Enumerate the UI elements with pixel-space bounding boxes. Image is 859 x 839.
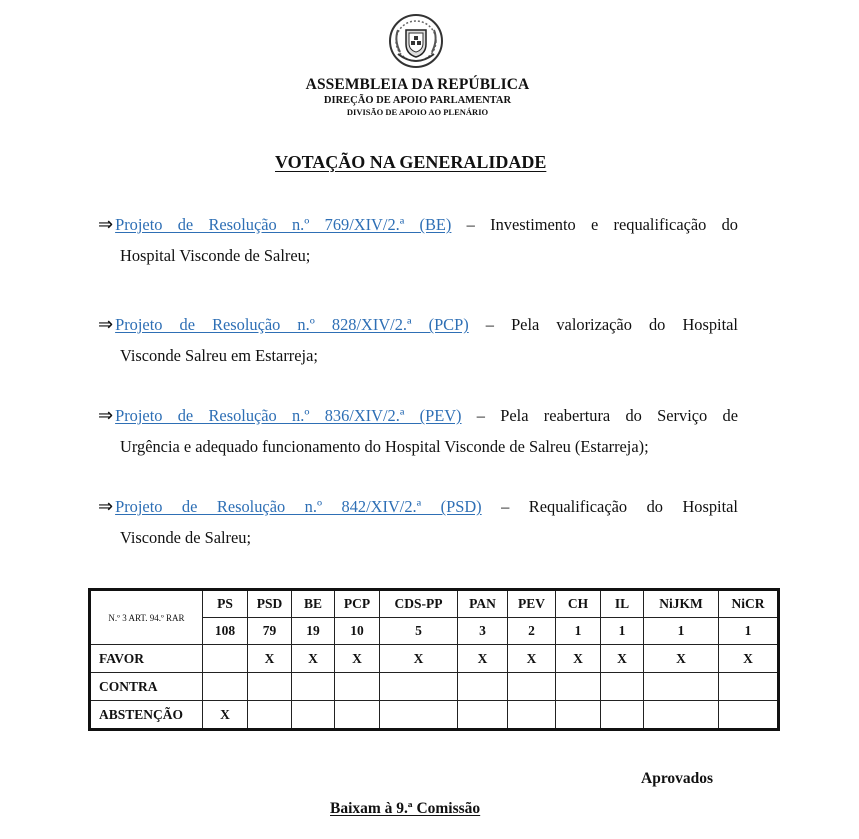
list-item <box>98 209 738 271</box>
vote-label: ABSTENÇÃO <box>90 701 203 730</box>
vote-mark: X <box>556 645 601 673</box>
party-header: PS <box>203 590 248 618</box>
item-description: – Requalificação do Hospital <box>481 497 738 516</box>
vote-mark <box>203 673 248 701</box>
seat-count: 10 <box>335 618 380 645</box>
coat-of-arms-emblem <box>384 10 448 72</box>
vote-mark: X <box>458 645 508 673</box>
table-row <box>90 673 779 701</box>
vote-mark <box>508 701 556 730</box>
seat-count: 1 <box>556 618 601 645</box>
item-description-cont: Urgência e adequado funcionamento do Hospital Visconde de Salreu (Estarreja); <box>120 437 649 456</box>
vote-mark: X <box>292 645 335 673</box>
vote-mark <box>292 673 335 701</box>
vote-mark <box>601 701 644 730</box>
vote-mark <box>644 701 719 730</box>
vote-mark <box>644 673 719 701</box>
result-text: Aprovados <box>641 770 714 787</box>
vote-mark: X <box>335 645 380 673</box>
division-name: DIVISÃO DE APOIO AO PLENÁRIO <box>346 107 489 117</box>
vote-mark <box>203 645 248 673</box>
table-row <box>90 645 779 673</box>
resolution-link[interactable]: Projeto de Resolução n.º 836/XIV/2.ª (PEV) <box>115 406 462 425</box>
vote-mark <box>458 701 508 730</box>
party-header: NiCR <box>719 590 779 618</box>
resolution-link[interactable]: Projeto de Resolução n.º 769/XIV/2.ª (BE) <box>115 215 452 234</box>
institution-name: ASSEMBLEIA DA REPÚBLICA <box>305 76 530 93</box>
seat-count: 1 <box>719 618 779 645</box>
referral-text: Baixam à 9.ª Comissão <box>330 800 481 817</box>
vote-mark: X <box>248 645 292 673</box>
vote-mark <box>335 673 380 701</box>
party-header: PSD <box>248 590 292 618</box>
vote-mark <box>719 701 779 730</box>
vote-mark: X <box>380 645 458 673</box>
party-header: PEV <box>508 590 556 618</box>
seat-count: 19 <box>292 618 335 645</box>
list-item <box>98 491 738 553</box>
vote-mark: X <box>644 645 719 673</box>
arrow-icon: ⇒ <box>98 214 114 235</box>
vote-mark: X <box>719 645 779 673</box>
table-header-row <box>90 590 779 618</box>
party-header: PCP <box>335 590 380 618</box>
arrow-icon: ⇒ <box>98 496 114 517</box>
resolution-link[interactable]: Projeto de Resolução n.º 842/XIV/2.ª (PSD) <box>115 497 482 516</box>
vote-mark <box>248 701 292 730</box>
arrow-icon: ⇒ <box>98 314 114 335</box>
vote-mark <box>458 673 508 701</box>
party-header: CDS-PP <box>380 590 458 618</box>
vote-mark <box>248 673 292 701</box>
vote-mark: X <box>203 701 248 730</box>
vote-mark <box>292 701 335 730</box>
party-header: PAN <box>458 590 508 618</box>
vote-mark <box>335 701 380 730</box>
seat-count: 1 <box>644 618 719 645</box>
item-description-cont: Hospital Visconde de Salreu; <box>120 246 311 265</box>
seat-count: 1 <box>601 618 644 645</box>
seat-count: 2 <box>508 618 556 645</box>
vote-mark <box>601 673 644 701</box>
vote-mark: X <box>601 645 644 673</box>
party-header: BE <box>292 590 335 618</box>
voting-table <box>88 588 780 731</box>
vote-mark <box>508 673 556 701</box>
seat-count: 3 <box>458 618 508 645</box>
vote-mark <box>556 701 601 730</box>
item-description-cont: Visconde de Salreu; <box>120 528 252 547</box>
vote-mark <box>380 701 458 730</box>
vote-mark <box>719 673 779 701</box>
seat-count: 79 <box>248 618 292 645</box>
list-item <box>98 309 738 371</box>
resolution-link[interactable]: Projeto de Resolução n.º 828/XIV/2.ª (PCP) <box>115 315 469 334</box>
seat-count: 108 <box>203 618 248 645</box>
party-header: CH <box>556 590 601 618</box>
vote-mark: X <box>508 645 556 673</box>
table-row <box>90 701 779 730</box>
vote-mark <box>556 673 601 701</box>
item-description: – Pela reabertura do Serviço de <box>461 406 738 425</box>
vote-mark <box>380 673 458 701</box>
seat-count: 5 <box>380 618 458 645</box>
party-header: IL <box>601 590 644 618</box>
vote-label: FAVOR <box>90 645 203 673</box>
article-reference: N.º 3 ART. 94.º RAR <box>90 590 203 645</box>
party-header: NiJKM <box>644 590 719 618</box>
item-description: – Pela valorização do Hospital <box>468 315 738 334</box>
item-description: – Investimento e requalificação do <box>451 215 738 234</box>
directorate-name: DIREÇÃO DE APOIO PARLAMENTAR <box>323 95 512 106</box>
page-title: VOTAÇÃO NA GENERALIDADE <box>275 152 547 172</box>
item-description-cont: Visconde Salreu em Estarreja; <box>120 346 318 365</box>
vote-label: CONTRA <box>90 673 203 701</box>
arrow-icon: ⇒ <box>98 405 114 426</box>
list-item <box>98 400 738 462</box>
